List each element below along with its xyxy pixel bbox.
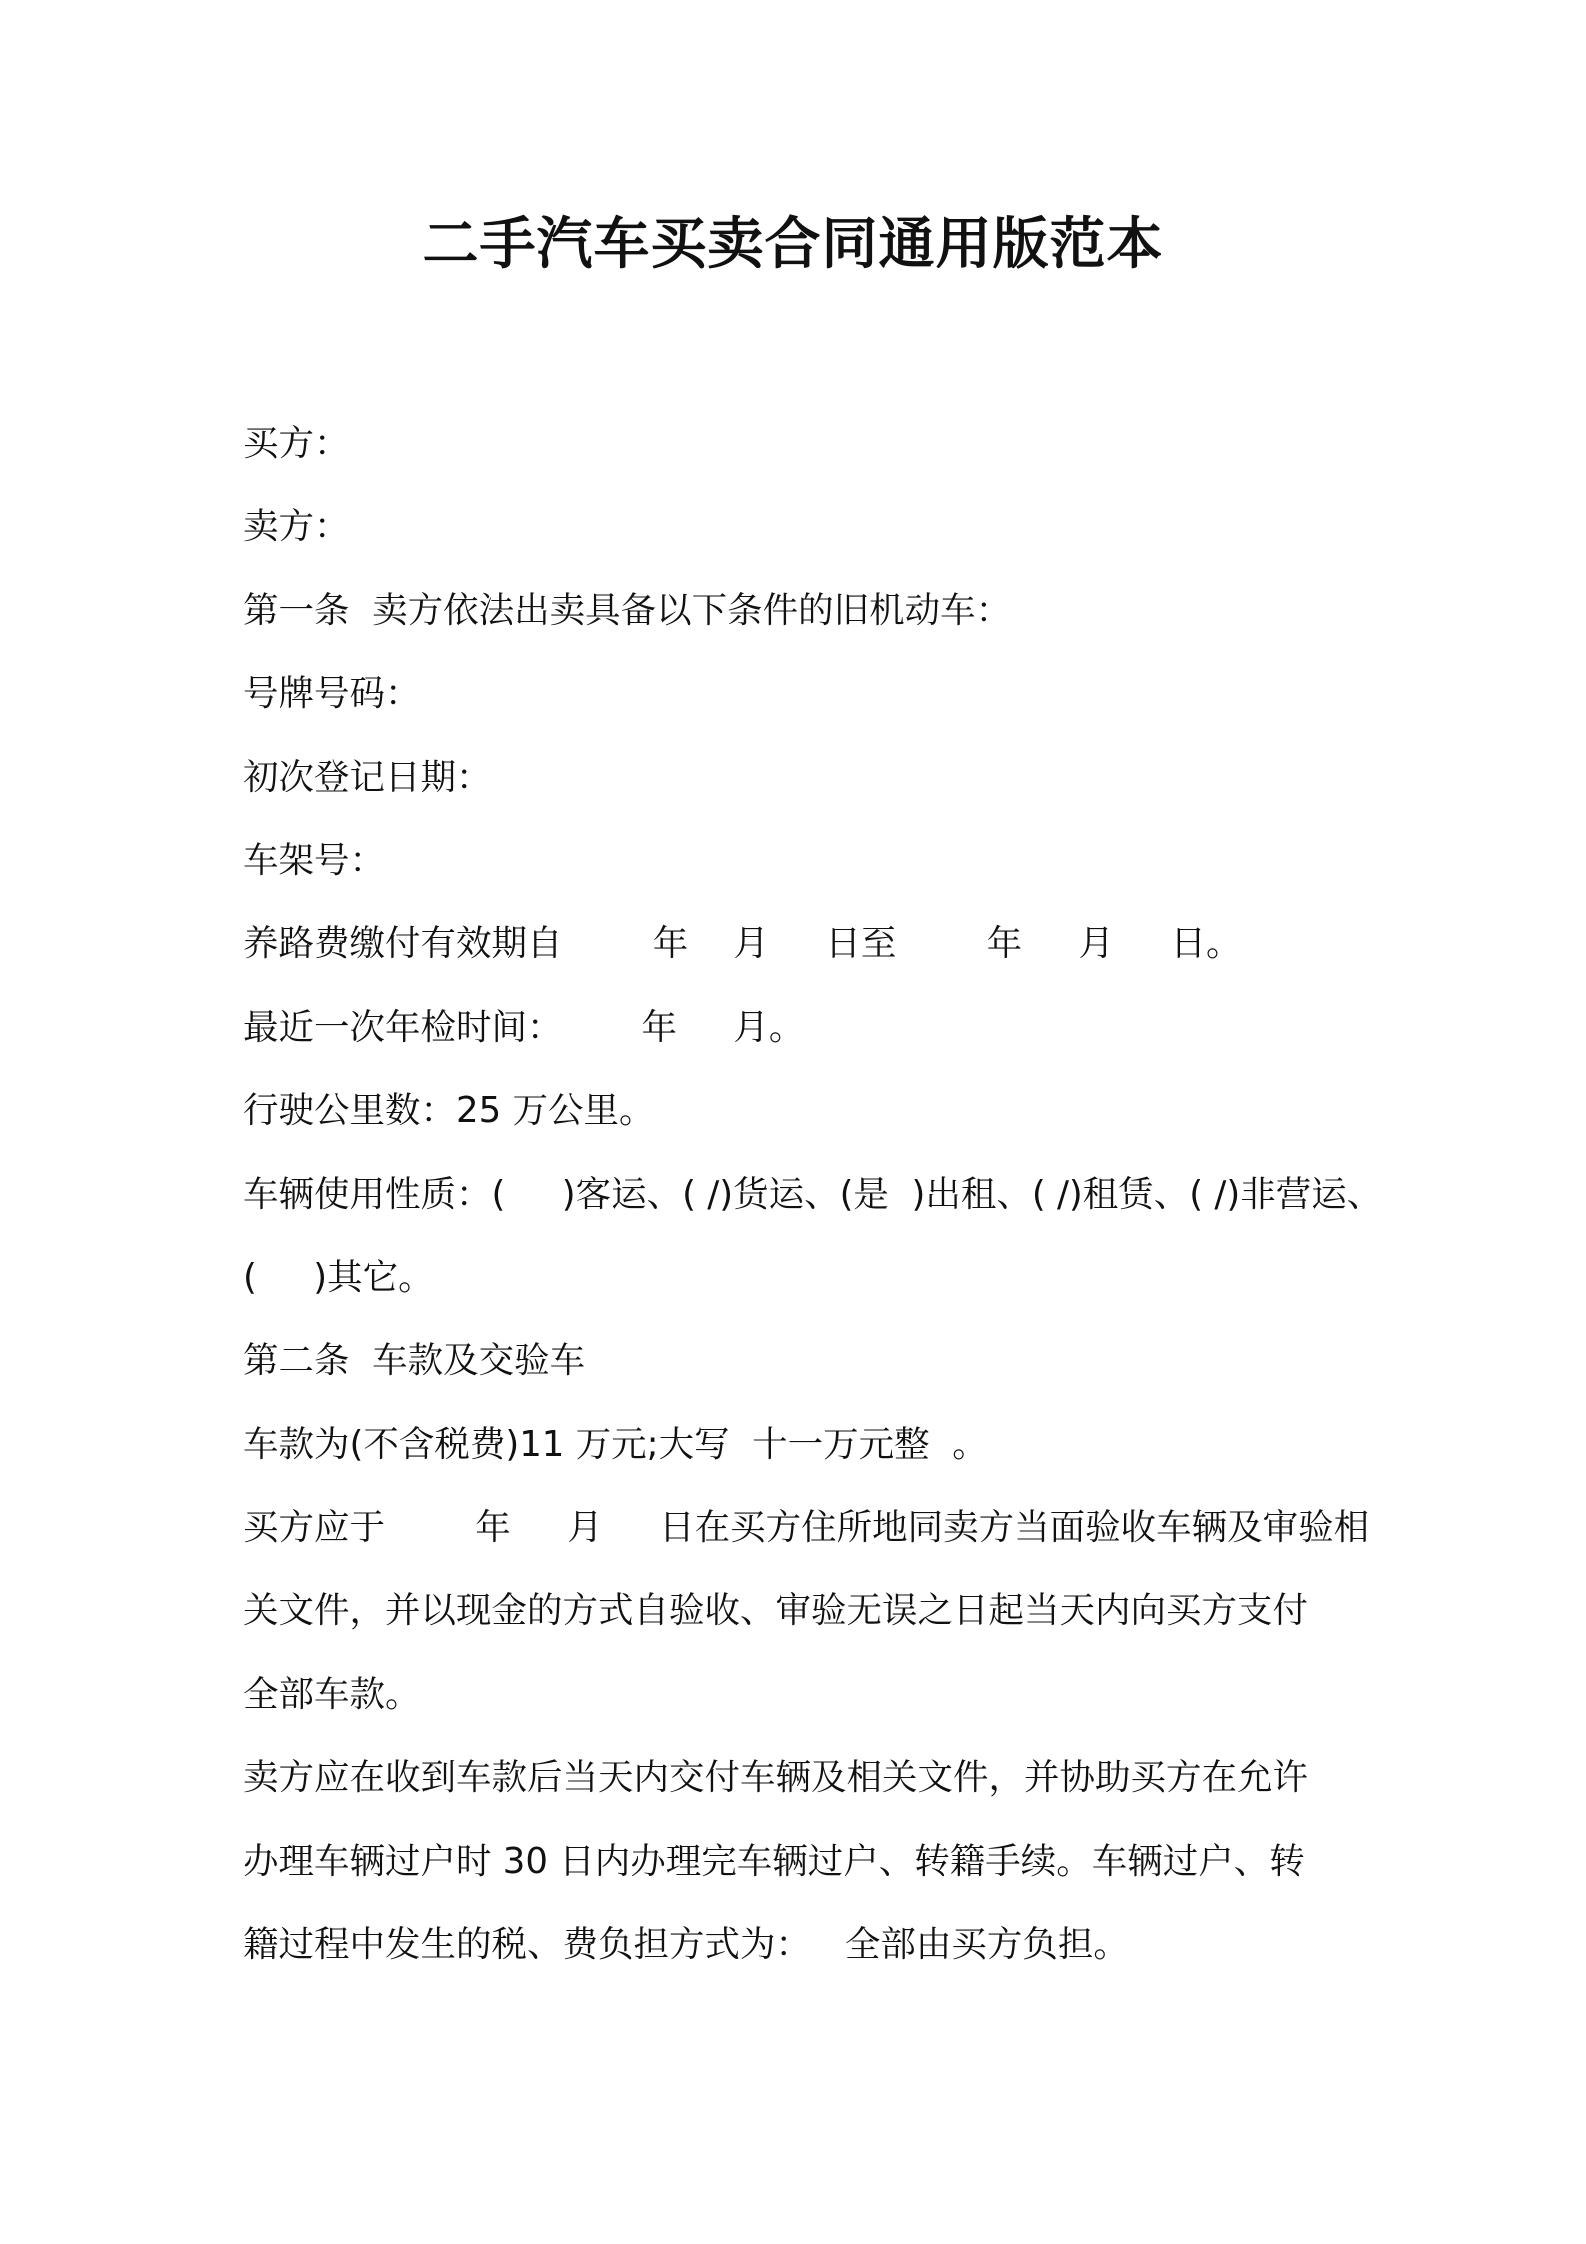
paragraph-line: 全部车款。 <box>243 1673 421 1715</box>
annual-inspection-line: 最近一次年检时间： 年 月。 <box>243 1006 805 1048</box>
buyer-line: 买方： <box>243 423 350 464</box>
price-line: 车款为(不含税费)11 万元;大写 十一万元整 。 <box>243 1423 988 1465</box>
paragraph-line: 卖方应在收到车款后当天内交付车辆及相关文件，并协助买方在允许 <box>243 1757 1309 1799</box>
paragraph-line: 籍过程中发生的税、费负担方式为： 全部由买方负担。 <box>243 1924 1129 1966</box>
road-fee-validity-line: 养路费缴付有效期自 年 月 日至 年 月 日。 <box>243 923 1242 965</box>
article-two-heading: 第二条 车款及交验车 <box>243 1340 586 1382</box>
contract-body <box>243 402 1383 1986</box>
seller-line: 卖方： <box>243 506 350 548</box>
mileage-line: 行驶公里数：25 万公里。 <box>243 1090 655 1132</box>
plate-number-line: 号牌号码： <box>243 673 421 715</box>
paragraph-line: 关文件，并以现金的方式自验收、审验无误之日起当天内向买方支付 <box>243 1590 1309 1632</box>
vehicle-usage-line: 车辆使用性质：( )客运、( /)货运、(是 )出租、( /)租赁、( /)非营运、 <box>243 1173 1383 1215</box>
vehicle-usage-line-continued: ( )其它。 <box>243 1256 434 1298</box>
paragraph-line: 办理车辆过户时 30 日内办理完车辆过户、转籍手续。车辆过户、转 <box>243 1840 1305 1882</box>
first-registration-date-line: 初次登记日期： <box>243 756 492 798</box>
article-one-heading: 第一条 卖方依法出卖具备以下条件的旧机动车： <box>243 589 1012 631</box>
paragraph-line: 买方应于 年 月 日在买方住所地同卖方当面验收车辆及审验相 <box>243 1507 1370 1549</box>
document-title: 二手汽车买卖合同通用版范本 <box>422 212 1164 277</box>
frame-number-line: 车架号： <box>243 839 386 881</box>
